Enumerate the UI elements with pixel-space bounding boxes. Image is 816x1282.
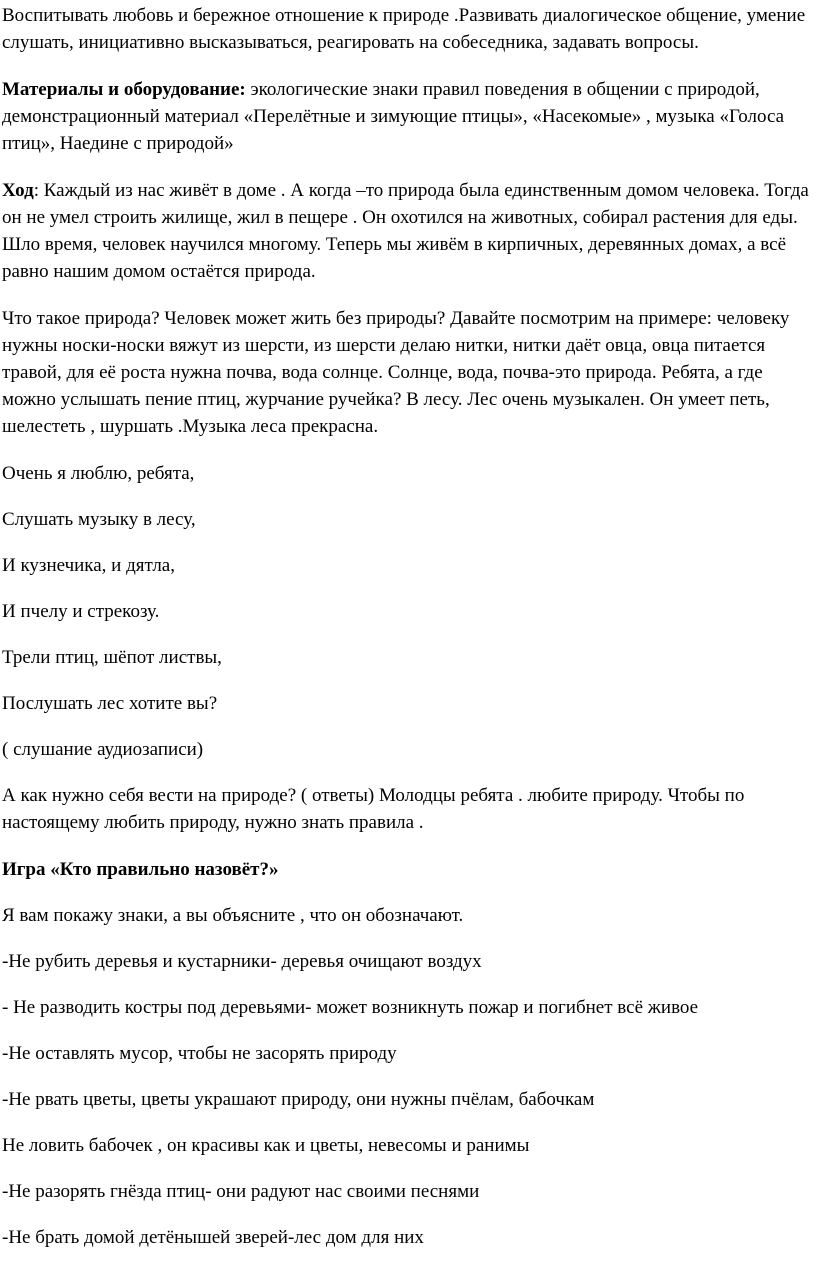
rule-item: - Не разводить костры под деревьями- может возникнуть пожар и погибнет всё живое <box>2 997 699 1018</box>
intro-paragraph: Воспитывать любовь и бережное отношение к природе .Развивать диалогическое общение, умение слушать, инициативно высказываться, реагировать на собеседника, задавать вопросы. <box>2 5 806 53</box>
audio-note: ( слушание аудиозаписи) <box>2 739 204 760</box>
materials-label: Материалы и оборудование: <box>2 79 246 100</box>
poem-line: И кузнечика, и дятла, <box>2 555 175 576</box>
poem-line: И пчелу и стрекозу. <box>2 601 160 622</box>
materials-paragraph <box>2 76 812 157</box>
course-paragraph <box>2 177 812 285</box>
materials-text: экологические знаки правил поведения в общении с природой, демонстрационный материал «Перелётные и зимующие птицы», «Насекомые» , музыка «Голоса птиц», Наедине с природой» <box>2 79 785 154</box>
rule-item: Не ловить бабочек , он красивы как и цветы, невесомы и ранимы <box>2 1135 530 1156</box>
poem-line: Слушать музыку в лесу, <box>2 509 196 530</box>
rule-item: -Не рубить деревья и кустарники- деревья очищают воздух <box>2 951 482 972</box>
course-label: Ход <box>2 180 34 201</box>
rule-item: -Не оставлять мусор, чтобы не засорять природу <box>2 1043 397 1064</box>
poem-line: Очень я люблю, ребята, <box>2 463 195 484</box>
game-title <box>2 856 812 883</box>
rule-item: -Не брать домой детёнышей зверей-лес дом для них <box>2 1227 424 1248</box>
rule-item: -Не рвать цветы, цветы украшают природу, они нужны пчёлам, бабочкам <box>2 1089 595 1110</box>
course-text: : Каждый из нас живёт в доме . А когда –то природа была единственным домом человека. Тогда он не умел строить жилище, жил в пещере . Он охотился на животных, собирал растения для еды. Шло время, человек научился многому. Теперь мы живём в кирпичных, деревянных домах, а всё равно нашим домом остаётся природа. <box>2 180 809 282</box>
game-title-text: Игра «Кто правильно назовёт?» <box>2 859 279 880</box>
nature-paragraph: Что такое природа? Человек может жить без природы? Давайте посмотрим на примере: человеку нужны носки-носки вяжут из шерсти, из шерсти делаю нитки, нитки даёт овца, овца питается травой, для её роста нужна почва, вода солнце. Солнце, вода, почва-это природа. Ребята, а где можно услышать пение птиц, журчание ручейка? В лесу. Лес очень музыкален. Он умеет петь, шелестеть , шуршать .Музыка леса прекрасна. <box>2 308 790 437</box>
behavior-paragraph: А как нужно себя вести на природе? ( ответы) Молодцы ребята . любите природу. Чтобы по настоящему любить природу, нужно знать правила . <box>2 785 745 833</box>
poem-line: Трели птиц, шёпот листвы, <box>2 647 222 668</box>
game-intro: Я вам покажу знаки, а вы объясните , что он обозначают. <box>2 905 464 926</box>
rule-item: -Не разорять гнёзда птиц- они радуют нас своими песнями <box>2 1181 480 1202</box>
poem-line: Послушать лес хотите вы? <box>2 693 218 714</box>
